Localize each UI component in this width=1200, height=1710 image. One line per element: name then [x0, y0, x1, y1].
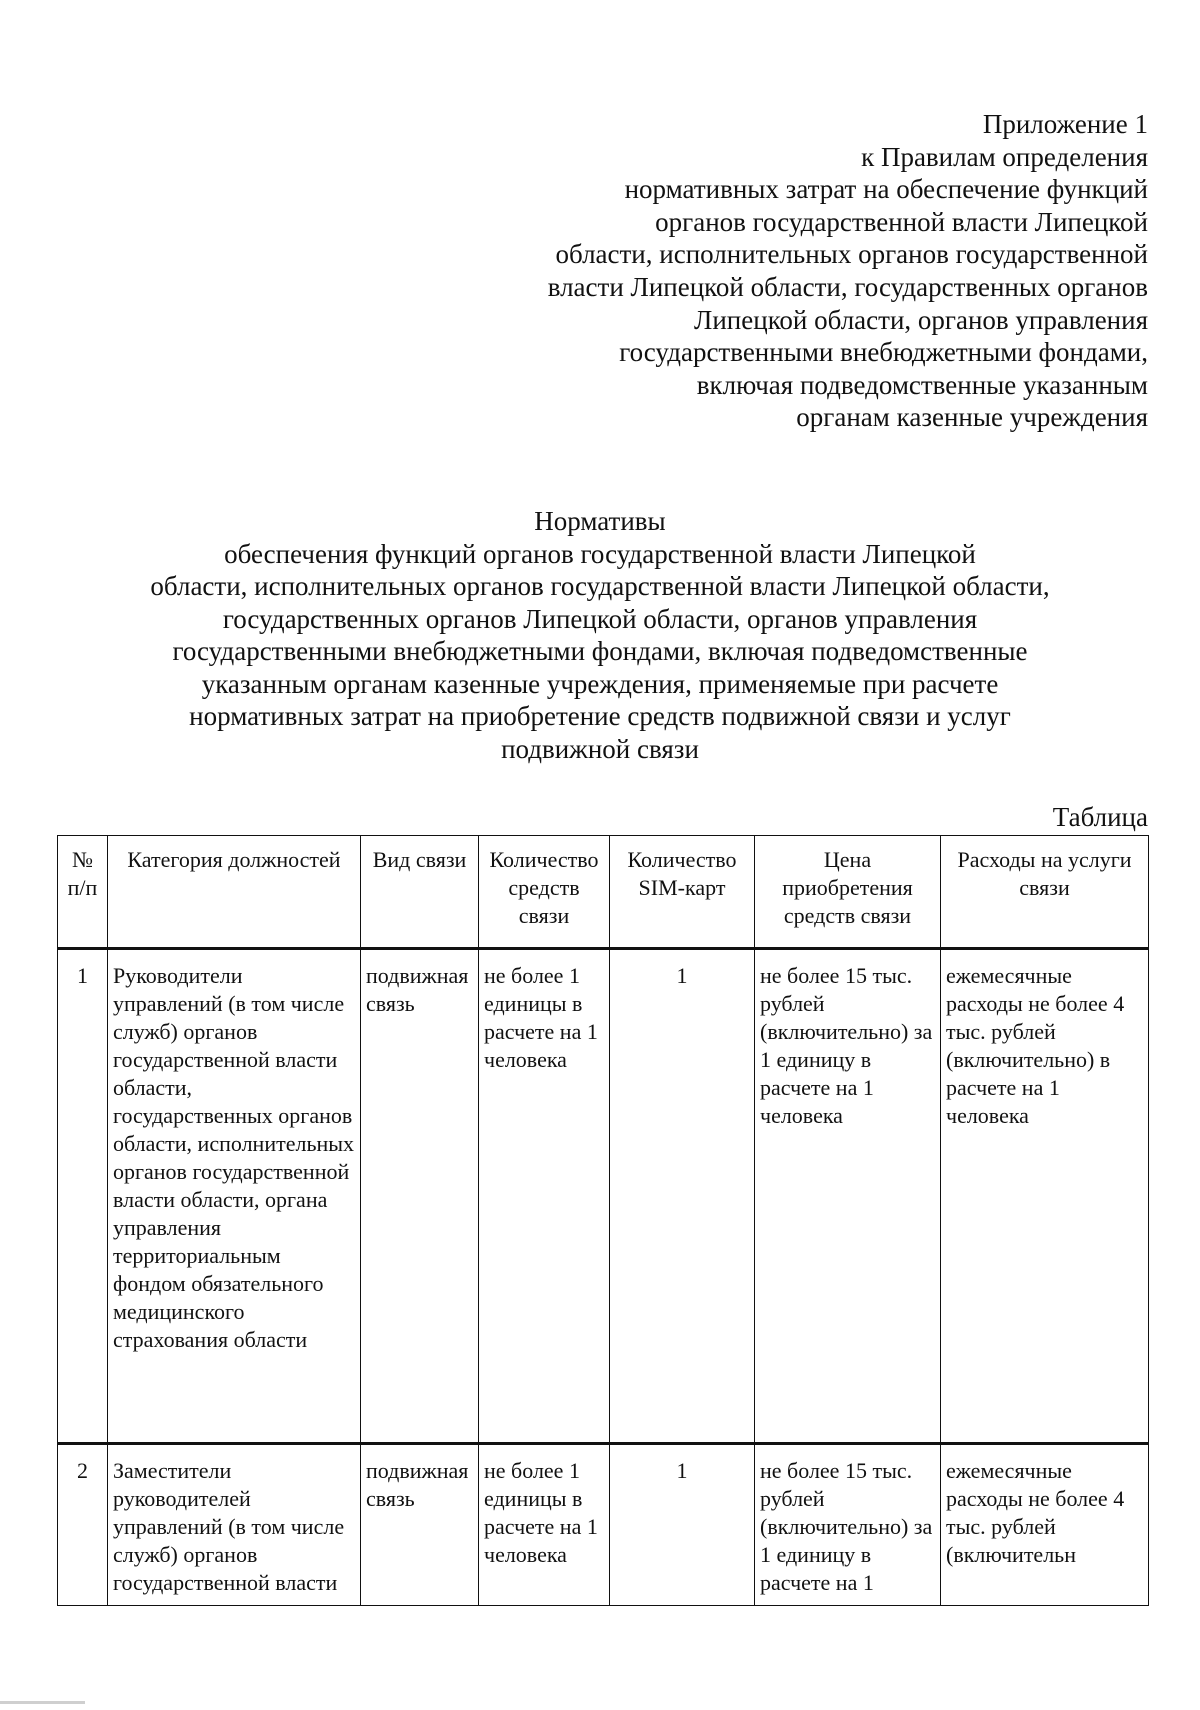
cell-expenses: ежемесячные расходы не более 4 тыс. рублей (включительно) в расчете на 1 человека: [941, 949, 1149, 1444]
table-row: [58, 1444, 1149, 1606]
appendix-line: Липецкой области, органов управления: [694, 304, 1148, 335]
appendix-line: включая подведомственные указанным: [696, 369, 1148, 400]
header-devices: Количество средств связи: [479, 836, 610, 949]
cell-type: подвижная связь: [361, 949, 479, 1444]
cell-category: Руководители управлений (в том числе служб) органов государственной власти области, государственных органов области, исполнительных органов государственной власти области, органа управления территориальным фондом обязательного медицинского страхования области: [108, 949, 361, 1444]
appendix-line: Приложение 1: [982, 109, 1148, 139]
title-line: государственных органов Липецкой области, органов управления: [222, 603, 978, 634]
header-number: № п/п: [58, 836, 108, 949]
cell-expenses: ежемесячные расходы не более 4 тыс. рублей (включительн: [941, 1444, 1149, 1606]
appendix-line: власти Липецкой области, государственных органов: [547, 271, 1148, 302]
title-heading: Нормативы: [534, 506, 666, 536]
header-sim: Количество SIM-карт: [610, 836, 755, 949]
header-type: Вид связи: [361, 836, 479, 949]
scan-edge-mark: [0, 1701, 85, 1704]
title-line: области, исполнительных органов государственной власти Липецкой области,: [150, 571, 1050, 601]
appendix-line: нормативных затрат на обеспечение функций: [624, 174, 1148, 205]
title-line: подвижной связи: [501, 733, 699, 764]
cell-price: не более 15 тыс. рублей (включительно) за 1 единицу в расчете на 1: [755, 1444, 941, 1606]
title-line: указанным органам казенные учреждения, применяемые при расчете: [201, 668, 999, 699]
cell-sim: 1: [610, 1444, 755, 1606]
title-line: нормативных затрат на приобретение средств подвижной связи и услуг: [189, 701, 1011, 731]
table-header-row: [58, 836, 1149, 949]
cell-devices: не более 1 единицы в расчете на 1 человека: [479, 1444, 610, 1606]
cell-devices: не более 1 единицы в расчете на 1 человека: [479, 949, 610, 1444]
table-row: [58, 949, 1149, 1444]
appendix-line: государственными внебюджетными фондами,: [619, 337, 1148, 368]
header-price: Цена приобретения средств связи: [755, 836, 941, 949]
cell-category: Заместители руководителей управлений (в том числе служб) органов государственной власти: [108, 1444, 361, 1606]
cell-type: подвижная связь: [361, 1444, 479, 1606]
cell-number: 2: [58, 1444, 108, 1606]
appendix-line: к Правилам определения: [861, 141, 1148, 172]
appendix-header: [428, 108, 1148, 434]
document-title: [100, 505, 1100, 765]
cell-sim: 1: [610, 949, 755, 1444]
appendix-line: органов государственной власти Липецкой: [655, 206, 1148, 237]
cell-price: не более 15 тыс. рублей (включительно) за 1 единицу в расчете на 1 человека: [755, 949, 941, 1444]
cell-number: 1: [58, 949, 108, 1444]
appendix-line: органам казенные учреждения: [796, 402, 1148, 433]
title-line: обеспечения функций органов государственной власти Липецкой: [224, 538, 976, 569]
norms-table: [57, 835, 1149, 1606]
appendix-line: области, исполнительных органов государственной: [555, 239, 1148, 270]
header-expenses: Расходы на услуги связи: [941, 836, 1149, 949]
title-line: государственными внебюджетными фондами, включая подведомственные: [172, 636, 1028, 666]
header-category: Категория должностей: [108, 836, 361, 949]
table-caption: Таблица: [1052, 802, 1148, 832]
